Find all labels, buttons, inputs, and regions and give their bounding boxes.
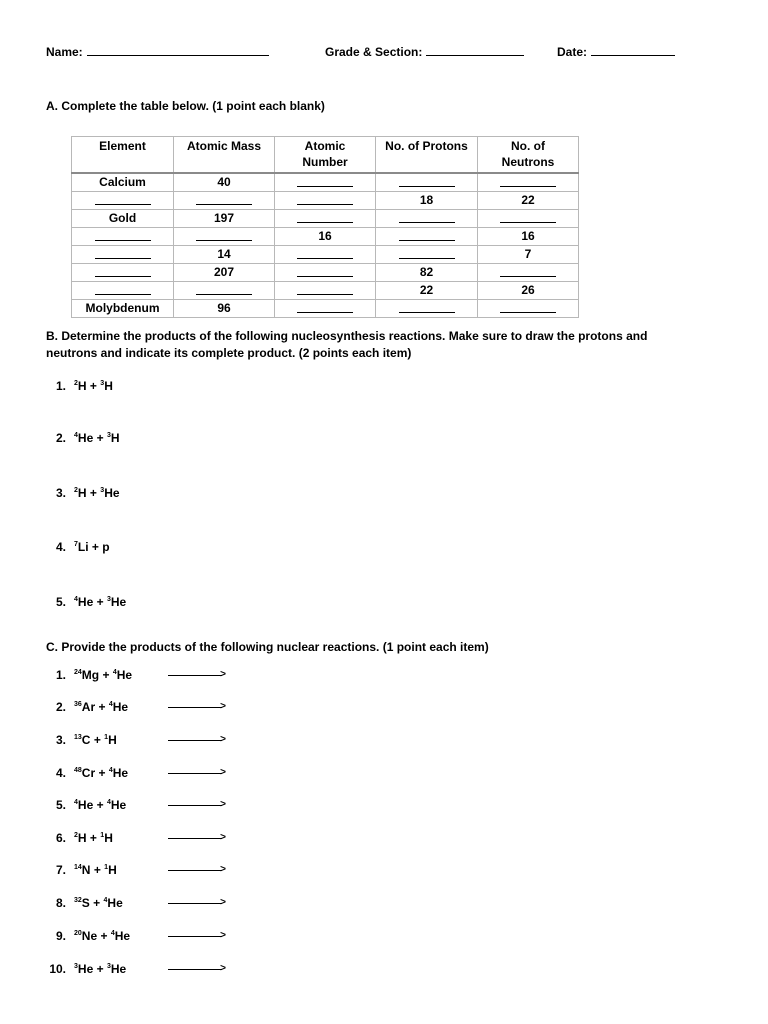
- reaction-item: [46, 766, 128, 780]
- answer-blank[interactable]: [297, 282, 353, 295]
- column-header: No. of Neutrons: [478, 137, 579, 174]
- answer-blank[interactable]: [95, 282, 151, 295]
- mass-number: 2: [74, 380, 78, 387]
- table-cell-blank: [72, 192, 174, 210]
- table-cell-blank: [275, 210, 376, 228]
- plus-sign: +: [93, 733, 101, 747]
- mass-number: 24: [74, 669, 82, 676]
- answer-blank[interactable]: [297, 174, 353, 187]
- table-row: [72, 264, 579, 282]
- arrow-shaft: [168, 936, 222, 937]
- item-number: 10.: [49, 962, 66, 976]
- date-blank[interactable]: [591, 44, 675, 56]
- mass-number: 3: [100, 380, 105, 387]
- table-cell-blank: [275, 282, 376, 300]
- mass-number: 3: [106, 963, 111, 970]
- right-arrow-icon: [168, 703, 226, 713]
- plus-sign: +: [89, 831, 97, 845]
- mass-number: 14: [74, 864, 82, 871]
- table-cell: [376, 192, 478, 210]
- cell-value: Calcium: [99, 175, 146, 189]
- element-symbol: Ne: [81, 929, 98, 943]
- mass-number: 48: [74, 767, 82, 774]
- table-cell-blank: [275, 246, 376, 264]
- reaction-item: [46, 486, 120, 500]
- item-number: 4.: [55, 540, 66, 554]
- answer-blank[interactable]: [297, 210, 353, 223]
- section-b-title-line1: B. Determine the products of the following nucleosynthesis reactions. Make sure to draw the protons and: [46, 329, 648, 343]
- mass-number: 2: [74, 832, 78, 839]
- reaction-item: [46, 700, 128, 714]
- cell-value: 18: [419, 193, 434, 207]
- mass-number: 2: [74, 487, 78, 494]
- element-symbol: H: [77, 379, 87, 393]
- answer-blank[interactable]: [500, 174, 556, 187]
- date-field[interactable]: [557, 44, 675, 59]
- plus-sign: +: [93, 863, 101, 877]
- element-symbol: Li: [77, 540, 89, 554]
- table-cell: [478, 192, 579, 210]
- reaction-equation: [74, 733, 117, 747]
- reaction-equation: [74, 486, 120, 500]
- mass-number: 20: [74, 930, 82, 937]
- table-cell: [478, 228, 579, 246]
- element-symbol: He: [114, 929, 131, 943]
- item-number: 2.: [55, 700, 66, 714]
- element-symbol: He: [110, 962, 127, 976]
- arrow-head: >: [220, 767, 226, 778]
- reaction-equation: [74, 896, 123, 910]
- cell-value: 207: [213, 265, 235, 279]
- reaction-equation: [74, 962, 126, 976]
- cell-value: 14: [217, 247, 231, 261]
- plus-sign: +: [96, 595, 104, 609]
- plus-sign: +: [102, 668, 110, 682]
- mass-number: 4: [74, 432, 78, 439]
- reaction-equation: [74, 766, 128, 780]
- item-number: 6.: [55, 831, 66, 845]
- reaction-equation: [74, 379, 113, 393]
- table-cell-blank: [174, 192, 275, 210]
- column-header: Atomic Mass: [174, 137, 275, 174]
- answer-blank[interactable]: [399, 246, 455, 259]
- arrow-head: >: [220, 832, 226, 843]
- element-symbol: He: [112, 700, 129, 714]
- plus-sign: +: [96, 798, 104, 812]
- plus-sign: +: [98, 700, 106, 714]
- table-cell: [72, 173, 174, 192]
- reaction-item: [46, 798, 126, 812]
- element-symbol: Cr: [81, 766, 96, 780]
- table-cell-blank: [174, 282, 275, 300]
- element-symbol: S: [81, 896, 90, 910]
- reaction-item: [46, 595, 126, 609]
- table-cell: [376, 282, 478, 300]
- section-b-title-line2: neutrons and indicate its complete product. (2 points each item): [46, 346, 412, 360]
- table-body: [72, 173, 579, 318]
- cell-value: 96: [217, 301, 231, 315]
- answer-blank[interactable]: [95, 228, 151, 241]
- reaction-equation: [74, 540, 110, 554]
- reaction-equation: [74, 798, 126, 812]
- plus-sign: +: [91, 540, 99, 554]
- reaction-equation: [74, 831, 113, 845]
- element-symbol: C: [81, 733, 91, 747]
- right-arrow-icon: [168, 834, 226, 844]
- arrow-shaft: [168, 805, 222, 806]
- reaction-item: [46, 896, 123, 910]
- table-row: [72, 282, 579, 300]
- cell-value: 40: [217, 175, 231, 189]
- table-cell: [72, 210, 174, 228]
- item-number: 5.: [55, 798, 66, 812]
- arrow-head: >: [220, 897, 226, 908]
- item-number: 3.: [55, 733, 66, 747]
- arrow-shaft: [168, 707, 222, 708]
- cell-value: 22: [419, 283, 434, 297]
- answer-blank[interactable]: [297, 246, 353, 259]
- element-symbol: H: [104, 379, 113, 393]
- arrow-shaft: [168, 675, 222, 676]
- reaction-item: [46, 831, 113, 845]
- mass-number: 36: [74, 701, 82, 708]
- table-cell: [478, 282, 579, 300]
- reaction-item: [46, 962, 126, 976]
- item-number: 5.: [55, 595, 66, 609]
- table-cell-blank: [275, 173, 376, 192]
- table-cell-blank: [275, 192, 376, 210]
- column-header: Element: [72, 137, 174, 174]
- table-cell-blank: [478, 264, 579, 282]
- element-symbol: He: [110, 595, 127, 609]
- element-symbol: He: [77, 431, 94, 445]
- mass-number: 3: [106, 596, 111, 603]
- arrow-head: >: [220, 963, 226, 974]
- item-number: 1.: [55, 668, 66, 682]
- item-number: 8.: [55, 896, 66, 910]
- reaction-item: [46, 379, 113, 393]
- table-row: [72, 228, 579, 246]
- element-symbol: p: [102, 540, 110, 554]
- arrow-shaft: [168, 870, 222, 871]
- plus-sign: +: [93, 896, 101, 910]
- answer-blank[interactable]: [196, 192, 252, 205]
- cell-value: Molybdenum: [85, 301, 160, 315]
- table-cell-blank: [376, 173, 478, 192]
- name-field[interactable]: [46, 44, 269, 59]
- mass-number: 13: [74, 734, 82, 741]
- answer-blank[interactable]: [399, 300, 455, 313]
- right-arrow-icon: [168, 866, 226, 876]
- arrow-head: >: [220, 669, 226, 680]
- grade-section-label: Grade & Section:: [325, 45, 423, 59]
- cell-value: 26: [521, 283, 535, 297]
- mass-number: 7: [74, 541, 78, 548]
- item-number: 7.: [55, 863, 66, 877]
- plus-sign: +: [96, 962, 104, 976]
- arrow-head: >: [220, 864, 226, 875]
- arrow-shaft: [168, 903, 222, 904]
- mass-number: 4: [103, 897, 108, 904]
- plus-sign: +: [89, 486, 97, 500]
- item-number: 2.: [55, 431, 66, 445]
- right-arrow-icon: [168, 671, 226, 681]
- cell-value: Gold: [108, 211, 137, 225]
- arrow-shaft: [168, 773, 222, 774]
- right-arrow-icon: [168, 801, 226, 811]
- right-arrow-icon: [168, 899, 226, 909]
- answer-blank[interactable]: [500, 264, 556, 277]
- element-table: [71, 136, 579, 318]
- table-cell-blank: [376, 300, 478, 318]
- cell-value: 82: [419, 265, 434, 279]
- right-arrow-icon: [168, 736, 226, 746]
- answer-blank[interactable]: [399, 228, 455, 241]
- reaction-equation: [74, 863, 117, 877]
- table-cell-blank: [275, 264, 376, 282]
- mass-number: 4: [110, 930, 115, 937]
- plus-sign: +: [89, 379, 97, 393]
- mass-number: 1: [100, 832, 105, 839]
- mass-number: 1: [104, 864, 109, 871]
- element-symbol: N: [81, 863, 91, 877]
- reaction-item: [46, 863, 117, 877]
- mass-number: 4: [108, 701, 113, 708]
- table-cell: [376, 264, 478, 282]
- element-symbol: H: [77, 831, 87, 845]
- cell-value: 16: [521, 229, 535, 243]
- table-cell-blank: [478, 210, 579, 228]
- header: [46, 44, 686, 62]
- table-cell: [174, 210, 275, 228]
- table-cell-blank: [478, 173, 579, 192]
- reaction-equation: [74, 668, 132, 682]
- table-cell-blank: [72, 282, 174, 300]
- arrow-shaft: [168, 838, 222, 839]
- item-number: 9.: [55, 929, 66, 943]
- item-number: 4.: [55, 766, 66, 780]
- table-row: [72, 173, 579, 192]
- element-symbol: H: [77, 486, 87, 500]
- table-cell-blank: [174, 228, 275, 246]
- element-symbol: He: [77, 798, 94, 812]
- element-symbol: He: [116, 668, 133, 682]
- table-cell-blank: [275, 300, 376, 318]
- element-symbol: He: [110, 798, 127, 812]
- column-header: No. of Protons: [376, 137, 478, 174]
- mass-number: 4: [74, 596, 78, 603]
- arrow-head: >: [220, 734, 226, 745]
- reaction-item: [46, 929, 130, 943]
- item-number: 1.: [55, 379, 66, 393]
- element-symbol: H: [110, 431, 120, 445]
- answer-blank[interactable]: [297, 192, 353, 205]
- answer-blank[interactable]: [399, 174, 455, 187]
- answer-blank[interactable]: [500, 210, 556, 223]
- right-arrow-icon: [168, 769, 226, 779]
- table-cell-blank: [376, 210, 478, 228]
- mass-number: 1: [104, 734, 109, 741]
- plus-sign: +: [98, 766, 106, 780]
- mass-number: 3: [74, 963, 78, 970]
- table-cell-blank: [376, 228, 478, 246]
- arrow-shaft: [168, 740, 222, 741]
- reaction-item: [46, 431, 120, 445]
- answer-blank[interactable]: [297, 264, 353, 277]
- table-header-row: [72, 137, 579, 174]
- cell-value: 22: [521, 193, 535, 207]
- date-label: Date:: [557, 45, 588, 59]
- mass-number: 4: [112, 669, 117, 676]
- mass-number: 3: [106, 432, 111, 439]
- element-symbol: Ar: [81, 700, 96, 714]
- cell-value: 7: [524, 247, 532, 261]
- element-symbol: He: [77, 595, 94, 609]
- answer-blank[interactable]: [95, 192, 151, 205]
- arrow-shaft: [168, 969, 222, 970]
- grade-section-field[interactable]: [325, 44, 524, 59]
- table-cell: [174, 264, 275, 282]
- reaction-equation: [74, 431, 120, 445]
- element-symbol: He: [77, 962, 94, 976]
- grade-section-blank[interactable]: [426, 44, 524, 56]
- arrow-head: >: [220, 930, 226, 941]
- table-cell: [174, 246, 275, 264]
- element-symbol: He: [112, 766, 129, 780]
- plus-sign: +: [96, 431, 104, 445]
- element-symbol: H: [108, 863, 117, 877]
- arrow-head: >: [220, 799, 226, 810]
- name-label: Name:: [46, 45, 83, 59]
- column-header: Atomic Number: [275, 137, 376, 174]
- answer-blank[interactable]: [399, 210, 455, 223]
- arrow-head: >: [220, 701, 226, 712]
- element-symbol: H: [104, 831, 113, 845]
- table-row: [72, 192, 579, 210]
- table-cell: [478, 246, 579, 264]
- plus-sign: +: [100, 929, 108, 943]
- table-row: [72, 246, 579, 264]
- answer-blank[interactable]: [95, 264, 151, 277]
- element-symbol: Mg: [81, 668, 100, 682]
- table-cell: [174, 300, 275, 318]
- element-symbol: He: [107, 896, 123, 910]
- mass-number: 4: [106, 799, 111, 806]
- mass-number: 3: [100, 487, 105, 494]
- reaction-equation: [74, 929, 130, 943]
- answer-blank[interactable]: [196, 282, 252, 295]
- right-arrow-icon: [168, 965, 226, 975]
- table-cell: [174, 173, 275, 192]
- reaction-item: [46, 668, 132, 682]
- table-cell: [275, 228, 376, 246]
- section-a-title: A. Complete the table below. (1 point each blank): [46, 99, 325, 113]
- cell-value: 197: [213, 211, 235, 225]
- right-arrow-icon: [168, 932, 226, 942]
- answer-blank[interactable]: [500, 300, 556, 313]
- section-c-title: C. Provide the products of the following nuclear reactions. (1 point each item): [46, 640, 489, 654]
- reaction-item: [46, 733, 117, 747]
- table-cell: [72, 300, 174, 318]
- answer-blank[interactable]: [95, 246, 151, 259]
- mass-number: 4: [74, 799, 78, 806]
- element-symbol: H: [108, 733, 117, 747]
- item-number: 3.: [55, 486, 66, 500]
- name-blank[interactable]: [87, 44, 269, 56]
- reaction-item: [46, 540, 110, 554]
- cell-value: 16: [318, 229, 332, 243]
- mass-number: 4: [108, 767, 113, 774]
- answer-blank[interactable]: [196, 228, 252, 241]
- table-cell-blank: [72, 264, 174, 282]
- table-row: [72, 300, 579, 318]
- table-cell-blank: [376, 246, 478, 264]
- reaction-equation: [74, 595, 126, 609]
- table-row: [72, 210, 579, 228]
- mass-number: 32: [74, 897, 82, 904]
- reaction-equation: [74, 700, 128, 714]
- table-cell-blank: [478, 300, 579, 318]
- element-symbol: He: [104, 486, 120, 500]
- answer-blank[interactable]: [297, 300, 353, 313]
- table-cell-blank: [72, 246, 174, 264]
- table-cell-blank: [72, 228, 174, 246]
